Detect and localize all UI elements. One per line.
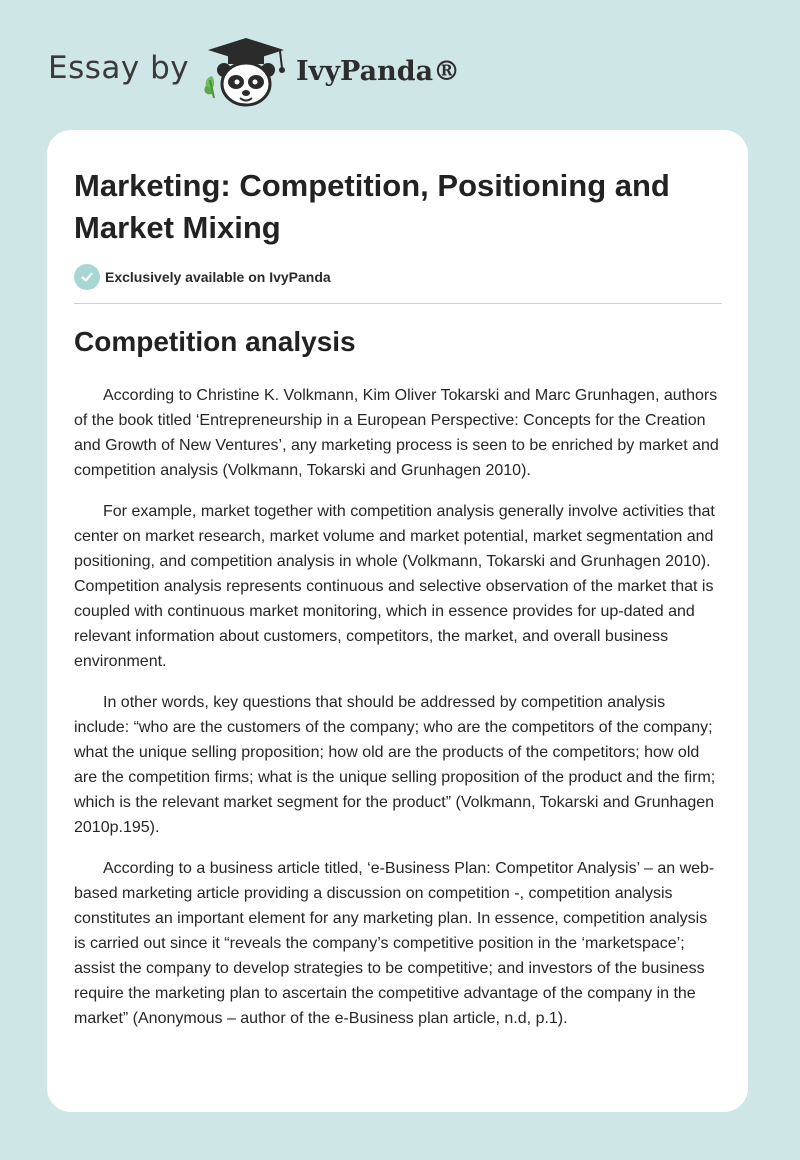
panda-graduation-cap-icon[interactable] <box>200 36 292 108</box>
ivypanda-brand-name[interactable]: IvyPanda® <box>296 56 461 87</box>
section-heading: Competition analysis <box>74 326 356 357</box>
exclusive-badge-label: Exclusively available on IvyPanda <box>105 269 331 285</box>
check-icon <box>74 264 100 290</box>
paragraph: In other words, key questions that should be addressed by competition analysis include: “who are the customers of the company; who are the competitors of the company; what the unique selling proposition; how old are the products of the competitors; how old are the competition firms; what is the unique selling proposition of the product and the firm; which is the relevant market segment for the product” (Volkmann, Tokarski and Grunhagen 2010p.195). <box>74 694 716 836</box>
paragraph: According to Christine K. Volkmann, Kim Oliver Tokarski and Marc Grunhagen, authors of the book titled ‘Entrepreneurship in a European Perspective: Concepts for the Creation and Growth of New Ventures’, any marketing process is seen to be enriched by market and competition analysis (Volkmann, Tokarski and Grunhagen 2010). <box>74 387 719 479</box>
essay-body <box>74 383 722 1047</box>
paragraph: For example, market together with competition analysis generally involve activities that center on market research, market volume and market potential, market segmentation and positioning, and competition analysis in whole (Volkmann, Tokarski and Grunhagen 2010). Competition analysis represents continuous and selective observation of the market that is coupled with continuous market monitoring, which in essence provides for up-dated and relevant information about customers, competitors, the market, and overall business environment. <box>74 503 715 670</box>
paragraph: According to a business article titled, ‘e-Business Plan: Competitor Analysis’ – an web-based marketing article providing a discussion on competition -, competition analysis constitutes an important element for any marketing plan. In essence, competition analysis is carried out since it “reveals the company’s competitive position in the ‘marketspace’; assist the company to develop strategies to be competitive; and investors of the business require the marketing plan to ascertain the competitive advantage of the company in the market” (Anonymous – author of the e-Business plan article, n.d, p.1). <box>74 860 715 1027</box>
site-header <box>0 0 800 130</box>
essay-by-label: Essay by <box>48 50 190 86</box>
essay-card <box>47 130 748 1112</box>
essay-title: Marketing: Competition, Positioning and Market Mixing <box>74 168 670 245</box>
divider <box>74 303 722 304</box>
exclusive-badge <box>74 264 331 290</box>
